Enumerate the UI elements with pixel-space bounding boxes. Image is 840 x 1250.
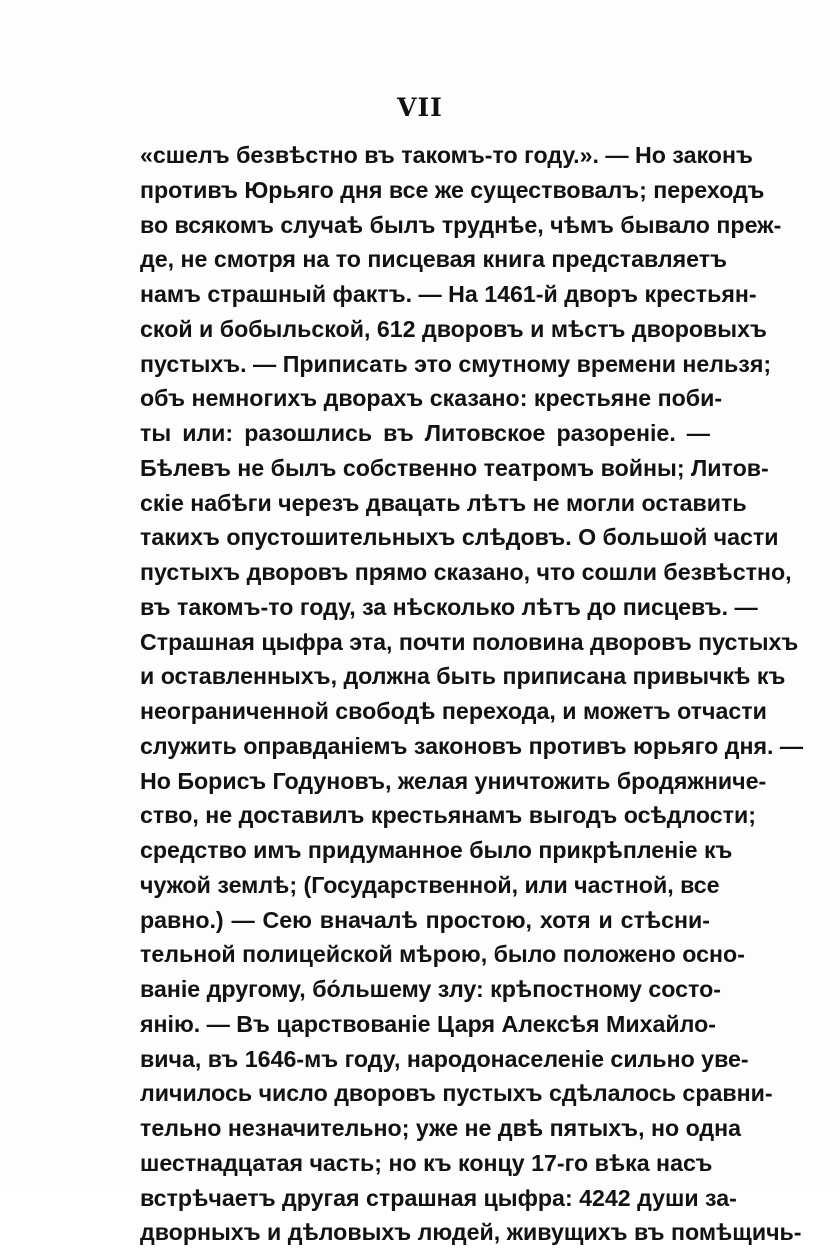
page-number: VII [397, 93, 443, 122]
text-line: дворныхъ и дѣловыхъ людей, живущихъ въ помѣщичь- [140, 1219, 802, 1246]
text-line: вича, въ 1646-мъ году, народонаселенiе сильно уве- [140, 1045, 749, 1072]
text-line: во всякомъ случаѣ былъ труднѣе, чѣмъ бывало преж- [140, 211, 782, 238]
text-line: ты или: разошлись въ Литовское разоренiе. — [140, 420, 710, 446]
text-line: въ такомъ-то году, за нѣсколько лѣтъ до писцевъ. — [140, 593, 758, 620]
text-line: ской и бобыльской, 612 дворовъ и мѣстъ дворовыхъ [140, 315, 767, 342]
text-line: намъ страшный фактъ. — На 1461-й дворъ крестьян- [140, 281, 757, 307]
text-line: шестнадцатая часть; но къ концу 17-го вѣка насъ [140, 1149, 713, 1176]
text-line: тельно незначительно; уже не двѣ пятыхъ, но одна [140, 1115, 742, 1141]
text-line: ство, не доставилъ крестьянамъ выгодъ осѣдлости; [140, 802, 756, 829]
text-line: такихъ опустошительныхъ слѣдовъ. О большой части [140, 524, 779, 551]
text-line: личилось число дворовъ пустыхъ сдѣлалось сравни- [140, 1080, 773, 1107]
text-line: противъ Юрьяго дня все же существовалъ; переходъ [140, 176, 765, 203]
text-line: равно.) — Сею вначалѣ простою, хотя и стѣсни- [140, 906, 710, 933]
text-line: янiю. — Въ царствованiе Царя Алексѣя Михайло- [140, 1010, 716, 1037]
text-line: Но Борисъ Годуновъ, желая уничтожить бродяжниче- [140, 767, 767, 794]
text-line: служить оправданiемъ законовъ противъ юрьяго дня. — [140, 732, 804, 759]
text-line: пустыхъ. — Приписать это смутному времени нельзя; [140, 350, 772, 377]
text-line: Бѣлевъ не былъ собственно театромъ войны; Литов- [140, 454, 769, 481]
text-line: объ немногихъ дворахъ сказано: крестьяне поби- [140, 385, 723, 412]
text-line: «сшелъ безвѣстно въ такомъ-то году.». — Но законъ [140, 142, 753, 168]
body-text [140, 138, 804, 1250]
text-line: встрѣчаетъ другая страшная цыфра: 4242 души за- [140, 1184, 737, 1211]
text-line: чужой землѣ; (Государственной, или частной, все [140, 871, 720, 898]
text-line: де, не смотря на то писцевая книга представляетъ [140, 246, 728, 273]
text-line: скiе набѣги черезъ двацать лѣтъ не могли оставить [140, 489, 747, 516]
text-line: средство имъ придуманное было прикрѣпленiе къ [140, 837, 733, 863]
text-line: ванiе другому, бо́льшему злу: крѣпостному состо- [140, 976, 721, 1002]
text-line: неограниченной свободѣ перехода, и можетъ отчасти [140, 698, 767, 724]
text-line: Страшная цыфра эта, почти половина дворовъ пустыхъ [140, 628, 799, 655]
text-line: тельной полицейской мѣрою, было положено осно- [140, 941, 745, 968]
text-line: пустыхъ дворовъ прямо сказано, что сошли безвѣстно, [140, 559, 792, 585]
text-line: и оставленныхъ, должна быть приписана привычкѣ къ [140, 663, 786, 690]
